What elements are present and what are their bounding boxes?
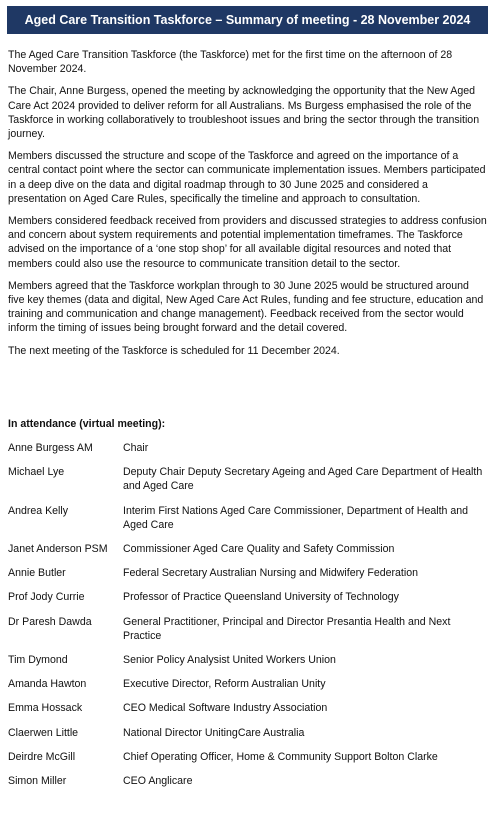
paragraph-chair: The Chair, Anne Burgess, opened the meeting by acknowledging the opportunity that the New Aged Care Act 2024 provided to deliver reform for all Australians. Ms Burgess emphasised the role of the Taskforce in working collaboratively to troubleshoot issues and bring the sector through the transition journey. bbox=[8, 85, 480, 141]
attendee-role: CEO Anglicare bbox=[123, 775, 193, 788]
attendee-role: Chair bbox=[123, 442, 149, 454]
paragraph-workplan: Members agreed that the Taskforce workplan through to 30 June 2025 would be structured around five key themes (data and digital, New Aged Care Act Rules, funding and fee structure, education and training and communication and change management). Feedback received from the sector would inform the timing of issues being brought forward and the detail covered. bbox=[8, 279, 484, 335]
attendee-role: Professor of Practice Queensland University of Technology bbox=[123, 591, 399, 604]
attendee-name: Deirdre McGill bbox=[8, 750, 76, 763]
attendee-name: Emma Hossack bbox=[8, 702, 83, 715]
attendee-name: Prof Jody Currie bbox=[8, 591, 85, 604]
attendee-row bbox=[8, 590, 490, 604]
attendee-row bbox=[8, 615, 490, 643]
attendee-name: Andrea Kelly bbox=[8, 504, 69, 517]
attendee-role: Deputy Chair Deputy Secretary Ageing and Aged Care Department of Health and Aged Care bbox=[123, 466, 483, 493]
attendee-role: Senior Policy Analysist United Workers Union bbox=[123, 654, 336, 667]
meeting-summary bbox=[8, 48, 488, 366]
attendee-name: Anne Burgess AM bbox=[8, 442, 93, 454]
attendee-row bbox=[8, 701, 490, 715]
attendee-row bbox=[8, 653, 490, 667]
attendee-role: Federal Secretary Australian Nursing and Midwifery Federation bbox=[123, 567, 418, 580]
attendee-name: Dr Paresh Dawda bbox=[8, 615, 92, 628]
attendee-role: Interim First Nations Aged Care Commissioner, Department of Health and Aged Care bbox=[123, 504, 469, 531]
paragraph-feedback: Members considered feedback received from providers and discussed strategies to address confusion and concern about system requirements and potential implementation timeframes. The Taskforce advised on the importance of a ‘one stop shop’ for all available digital resources and noted that members could also use the resource to communicate transition detail to the sector. bbox=[8, 215, 487, 270]
attendee-row bbox=[8, 441, 490, 455]
attendee-role: Chief Operating Officer, Home & Community Support Bolton Clarke bbox=[123, 750, 438, 763]
attendee-name: Janet Anderson PSM bbox=[8, 543, 108, 556]
attendee-role: General Practitioner, Principal and Director Presantia Health and Next Practice bbox=[123, 615, 451, 642]
attendee-row bbox=[8, 774, 490, 788]
attendee-role: Executive Director, Reform Australian Unity bbox=[123, 678, 326, 691]
attendee-name: Annie Butler bbox=[8, 567, 66, 580]
attendee-name: Amanda Hawton bbox=[8, 678, 87, 691]
attendance-heading: In attendance (virtual meeting): bbox=[8, 418, 166, 430]
attendee-row bbox=[8, 677, 490, 691]
attendee-row bbox=[8, 750, 490, 764]
attendee-row bbox=[8, 726, 490, 740]
paragraph-next-meeting: The next meeting of the Taskforce is scheduled for 11 December 2024. bbox=[8, 344, 340, 357]
attendee-role: Commissioner Aged Care Quality and Safety Commission bbox=[123, 543, 395, 556]
attendee-name: Tim Dymond bbox=[8, 654, 68, 667]
attendee-role: National Director UnitingCare Australia bbox=[123, 726, 305, 739]
attendee-row bbox=[8, 465, 490, 493]
attendee-row bbox=[8, 504, 490, 532]
attendee-name: Simon Miller bbox=[8, 775, 67, 788]
attendee-name: Claerwen Little bbox=[8, 726, 79, 739]
attendee-row bbox=[8, 566, 490, 580]
paragraph-structure: Members discussed the structure and scope of the Taskforce and agreed on the importance of a central contact point where the sector can communicate implementation issues. Members participated in a deep dive on the data and digital roadmap through to 30 June 2025 and considered a presentation on Aged Care Rules, specifically the timeline and approach to consultation. bbox=[8, 150, 486, 205]
page-title: Aged Care Transition Taskforce – Summary of meeting - 28 November 2024 bbox=[7, 6, 488, 34]
attendee-row bbox=[8, 542, 490, 556]
attendee-role: CEO Medical Software Industry Association bbox=[123, 702, 328, 715]
paragraph-intro: The Aged Care Transition Taskforce (the Taskforce) met for the first time on the afternoon of 28 November 2024. bbox=[8, 49, 453, 76]
attendee-name: Michael Lye bbox=[8, 466, 65, 479]
attendance-list bbox=[8, 441, 490, 798]
